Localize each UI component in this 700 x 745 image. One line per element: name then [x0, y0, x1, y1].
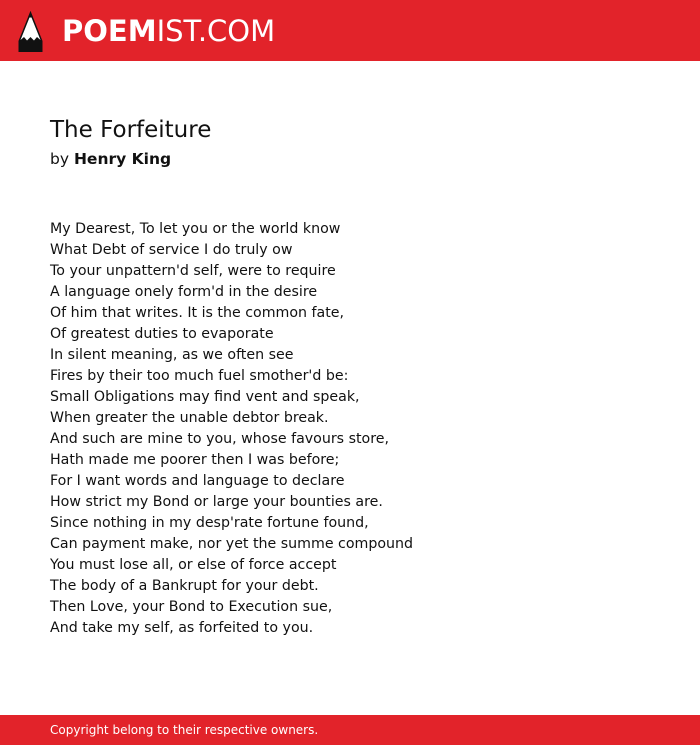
poem-line: Of him that writes. It is the common fate,: [50, 305, 345, 321]
poem-body: [50, 219, 670, 639]
poem-line: How strict my Bond or large your bounties are.: [50, 494, 383, 510]
poem-line: Can payment make, nor yet the summe compound: [50, 536, 414, 552]
poem-line: My Dearest, To let you or the world know: [50, 221, 341, 237]
poem-line: Of greatest duties to evaporate: [50, 326, 274, 342]
poem-line: And such are mine to you, whose favours store,: [50, 431, 389, 447]
by-label: by: [50, 150, 70, 168]
poem-line: What Debt of service I do truly ow: [50, 242, 293, 258]
logo-wordmark: [62, 13, 276, 48]
poem-line: Fires by their too much fuel smother'd be:: [50, 368, 349, 384]
site-header: [0, 0, 700, 61]
copyright-text: Copyright belong to their respective owners.: [50, 723, 319, 737]
poem-byline: [50, 148, 670, 170]
logo-wordmark-light: IST.COM: [156, 13, 276, 48]
poem-title: The Forfeiture: [50, 117, 212, 143]
poem-line: You must lose all, or else of force accept: [50, 557, 337, 573]
logo-wordmark-bold: POEM: [62, 13, 157, 48]
author-link[interactable]: Henry King: [73, 150, 172, 168]
poem-line: For I want words and language to declare: [50, 473, 345, 489]
poem-line: And take my self, as forfeited to you.: [50, 620, 314, 636]
site-logo[interactable]: [18, 10, 275, 52]
poem-line: To your unpattern'd self, were to require: [50, 263, 336, 279]
poem-line: Since nothing in my desp'rate fortune found,: [50, 515, 369, 531]
poem-line: The body of a Bankrupt for your debt.: [50, 578, 319, 594]
poem-line: When greater the unable debtor break.: [50, 410, 329, 426]
poem-line: A language onely form'd in the desire: [50, 284, 318, 300]
poem-heading: [50, 112, 670, 170]
poem-line: In silent meaning, as we often see: [50, 347, 294, 363]
site-footer: [0, 715, 700, 745]
pencil-icon: [18, 11, 43, 52]
poem-line: Small Obligations may find vent and speak,: [50, 389, 360, 405]
poem-line: Then Love, your Bond to Execution sue,: [50, 599, 333, 615]
poem-line: Hath made me poorer then I was before;: [50, 452, 340, 468]
